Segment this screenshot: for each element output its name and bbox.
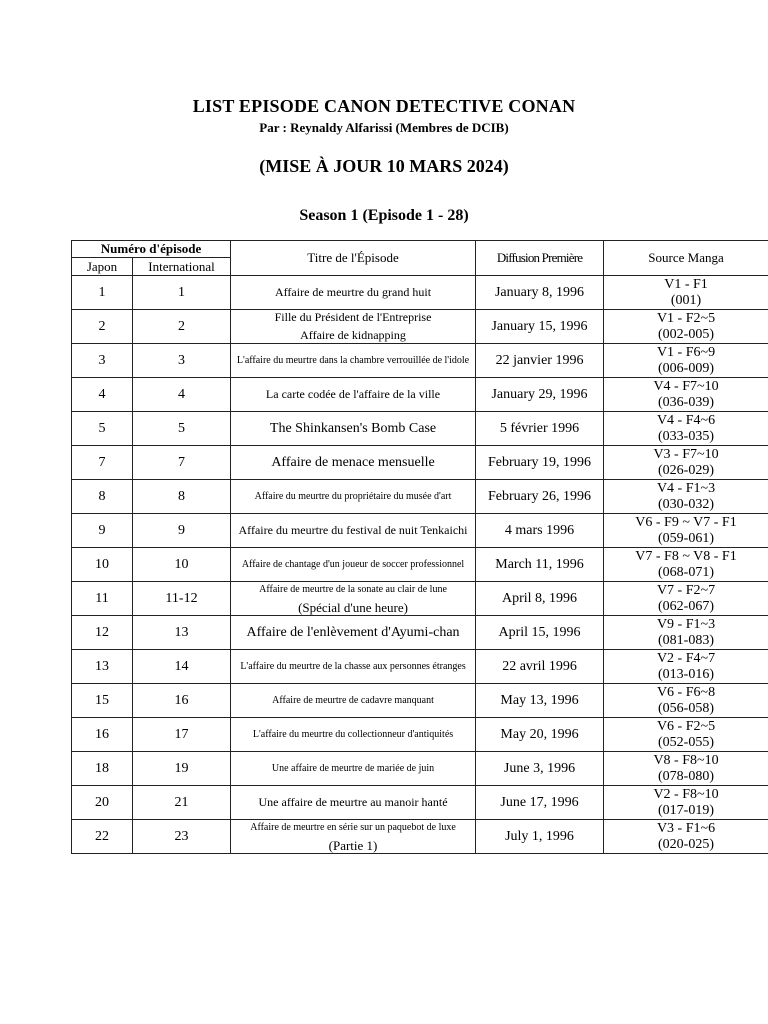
table-row	[72, 514, 768, 548]
header-title: Titre de l'Épisode	[231, 241, 476, 276]
episode-japan-number: 11	[72, 582, 133, 616]
source-file-range: (036-039)	[658, 394, 715, 410]
source-file-range: (001)	[670, 292, 702, 308]
episode-title-cell	[231, 378, 476, 412]
header-episode-number: Numéro d'épisode	[72, 241, 231, 258]
episode-title-cell	[231, 582, 476, 616]
episode-japan-number: 2	[72, 310, 133, 344]
episode-title-cell	[231, 820, 476, 854]
episode-title: La carte codée de l'affaire de la ville	[265, 387, 441, 401]
table-row	[72, 548, 768, 582]
episode-source-cell	[604, 276, 768, 310]
episode-title-cell	[231, 718, 476, 752]
document-title: LIST EPISODE CANON DETECTIVE CONAN	[192, 96, 576, 116]
episode-title-cell	[231, 786, 476, 820]
table-row	[72, 786, 768, 820]
episode-japan-number: 8	[72, 480, 133, 514]
episode-table-body	[72, 276, 768, 854]
episode-international-number: 9	[133, 514, 231, 548]
table-row	[72, 480, 768, 514]
episode-source-cell	[604, 344, 768, 378]
episode-japan-number: 5	[72, 412, 133, 446]
episode-premiere-date: 5 février 1996	[476, 412, 604, 446]
table-row	[72, 582, 768, 616]
table-row	[72, 616, 768, 650]
source-file-range: (006-009)	[658, 360, 715, 376]
episode-title: Fille du Président de l'Entreprise	[274, 310, 432, 324]
episode-title: Affaire de l'enlèvement d'Ayumi-chan	[246, 625, 460, 640]
episode-title: Affaire du meurtre du festival de nuit Tenkaichi	[238, 523, 468, 537]
episode-title-cell	[231, 514, 476, 548]
source-volume-chapter: V1 - F6~9	[656, 344, 716, 360]
episode-international-number: 7	[133, 446, 231, 480]
source-file-range: (013-016)	[658, 666, 715, 682]
episode-premiere-date: July 1, 1996	[476, 820, 604, 854]
episode-international-number: 3	[133, 344, 231, 378]
source-volume-chapter: V9 - F1~3	[656, 616, 716, 632]
episode-premiere-date: 4 mars 1996	[476, 514, 604, 548]
source-volume-chapter: V1 - F1	[664, 276, 708, 292]
episode-title: Affaire de chantage d'un joueur de soccer professionnel	[241, 559, 465, 570]
episode-title-cell	[231, 446, 476, 480]
episode-title: Une affaire de meurtre au manoir hanté	[258, 795, 448, 809]
source-volume-chapter: V1 - F2~5	[656, 310, 716, 326]
update-date: (MISE À JOUR 10 MARS 2024)	[259, 156, 509, 176]
episode-title: Affaire de meurtre en série sur un paquebot de luxe	[250, 822, 456, 833]
episode-source-cell	[604, 378, 768, 412]
episode-japan-number: 13	[72, 650, 133, 684]
table-row	[72, 446, 768, 480]
table-row	[72, 310, 768, 344]
episode-premiere-date: April 15, 1996	[476, 616, 604, 650]
source-file-range: (017-019)	[658, 802, 715, 818]
source-file-range: (081-083)	[658, 632, 715, 648]
header-international: International	[133, 258, 231, 276]
episode-source-cell	[604, 786, 768, 820]
source-volume-chapter: V4 - F7~10	[653, 378, 719, 394]
episode-table	[71, 240, 768, 854]
episode-title-line2: Affaire de kidnapping	[300, 328, 406, 342]
episode-international-number: 5	[133, 412, 231, 446]
episode-title: The Shinkansen's Bomb Case	[269, 421, 437, 436]
episode-source-cell	[604, 514, 768, 548]
source-file-range: (068-071)	[658, 564, 715, 580]
source-file-range: (062-067)	[658, 598, 715, 614]
table-row	[72, 820, 768, 854]
table-row	[72, 650, 768, 684]
source-volume-chapter: V2 - F4~7	[656, 650, 716, 666]
episode-title-cell	[231, 310, 476, 344]
episode-japan-number: 4	[72, 378, 133, 412]
episode-title-cell	[231, 684, 476, 718]
episode-japan-number: 9	[72, 514, 133, 548]
source-volume-chapter: V6 - F2~5	[656, 718, 716, 734]
source-volume-chapter: V7 - F2~7	[656, 582, 716, 598]
source-file-range: (052-055)	[658, 734, 715, 750]
episode-title: Affaire de meurtre du grand huit	[274, 285, 432, 299]
episode-title-line2: (Spécial d'une heure)	[298, 600, 408, 615]
table-row	[72, 412, 768, 446]
episode-premiere-date: March 11, 1996	[476, 548, 604, 582]
episode-source-cell	[604, 718, 768, 752]
episode-international-number: 8	[133, 480, 231, 514]
episode-japan-number: 16	[72, 718, 133, 752]
episode-title: Affaire du meurtre du propriétaire du musée d'art	[254, 491, 452, 502]
episode-title-cell	[231, 344, 476, 378]
episode-japan-number: 18	[72, 752, 133, 786]
episode-international-number: 17	[133, 718, 231, 752]
episode-international-number: 16	[133, 684, 231, 718]
source-file-range: (020-025)	[658, 836, 715, 852]
episode-japan-number: 15	[72, 684, 133, 718]
episode-international-number: 13	[133, 616, 231, 650]
source-file-range: (026-029)	[658, 462, 715, 478]
episode-source-cell	[604, 582, 768, 616]
episode-source-cell	[604, 412, 768, 446]
header-japan: Japon	[72, 258, 133, 276]
episode-international-number: 23	[133, 820, 231, 854]
episode-japan-number: 20	[72, 786, 133, 820]
episode-title: L'affaire du meurtre dans la chambre verrouillée de l'idole	[236, 355, 470, 366]
episode-title-cell	[231, 616, 476, 650]
episode-premiere-date: February 19, 1996	[476, 446, 604, 480]
source-volume-chapter: V2 - F8~10	[653, 786, 719, 802]
source-volume-chapter: V6 - F9 ~ V7 - F1	[635, 514, 737, 530]
source-file-range: (078-080)	[658, 768, 715, 784]
source-volume-chapter: V3 - F7~10	[653, 446, 719, 462]
source-volume-chapter: V6 - F6~8	[656, 684, 716, 700]
source-volume-chapter: V8 - F8~10	[653, 752, 719, 768]
document-author: Par : Reynaldy Alfarissi (Membres de DCIB)	[259, 120, 509, 135]
source-file-range: (059-061)	[658, 530, 715, 546]
episode-international-number: 21	[133, 786, 231, 820]
episode-source-cell	[604, 820, 768, 854]
episode-source-cell	[604, 480, 768, 514]
episode-title-cell	[231, 650, 476, 684]
episode-premiere-date: February 26, 1996	[476, 480, 604, 514]
source-file-range: (030-032)	[658, 496, 715, 512]
episode-source-cell	[604, 548, 768, 582]
episode-source-cell	[604, 684, 768, 718]
table-row	[72, 684, 768, 718]
episode-international-number: 2	[133, 310, 231, 344]
episode-title-cell	[231, 548, 476, 582]
episode-title-cell	[231, 480, 476, 514]
episode-japan-number: 1	[72, 276, 133, 310]
episode-premiere-date: June 3, 1996	[476, 752, 604, 786]
table-row	[72, 718, 768, 752]
episode-international-number: 14	[133, 650, 231, 684]
episode-title: L'affaire du meurtre de la chasse aux personnes étranges	[240, 661, 466, 672]
episode-japan-number: 12	[72, 616, 133, 650]
episode-source-cell	[604, 310, 768, 344]
episode-japan-number: 7	[72, 446, 133, 480]
episode-international-number: 1	[133, 276, 231, 310]
source-volume-chapter: V4 - F1~3	[656, 480, 716, 496]
episode-title-line2: (Partie 1)	[328, 838, 378, 853]
episode-international-number: 4	[133, 378, 231, 412]
episode-premiere-date: January 8, 1996	[476, 276, 604, 310]
source-file-range: (033-035)	[658, 428, 715, 444]
episode-source-cell	[604, 616, 768, 650]
header-source: Source Manga	[604, 241, 768, 276]
episode-title-cell	[231, 412, 476, 446]
episode-premiere-date: June 17, 1996	[476, 786, 604, 820]
source-volume-chapter: V4 - F4~6	[656, 412, 716, 428]
source-volume-chapter: V3 - F1~6	[656, 820, 716, 836]
episode-international-number: 19	[133, 752, 231, 786]
episode-premiere-date: May 13, 1996	[476, 684, 604, 718]
header-premiere: Diffusion Première	[476, 241, 604, 276]
episode-title-cell	[231, 276, 476, 310]
episode-title: Affaire de menace mensuelle	[271, 455, 435, 470]
episode-premiere-date: 22 avril 1996	[476, 650, 604, 684]
episode-international-number: 10	[133, 548, 231, 582]
episode-japan-number: 3	[72, 344, 133, 378]
episode-title: Affaire de meurtre de cadavre manquant	[272, 695, 434, 706]
episode-premiere-date: January 29, 1996	[476, 378, 604, 412]
source-file-range: (056-058)	[658, 700, 715, 716]
episode-japan-number: 10	[72, 548, 133, 582]
episode-source-cell	[604, 446, 768, 480]
season-heading: Season 1 (Episode 1 - 28)	[299, 207, 469, 224]
source-volume-chapter: V7 - F8 ~ V8 - F1	[635, 548, 737, 564]
table-row	[72, 344, 768, 378]
episode-source-cell	[604, 650, 768, 684]
episode-source-cell	[604, 752, 768, 786]
table-row	[72, 378, 768, 412]
episode-premiere-date: January 15, 1996	[476, 310, 604, 344]
episode-title: Une affaire de meurtre de mariée de juin	[271, 763, 435, 774]
episode-premiere-date: 22 janvier 1996	[476, 344, 604, 378]
episode-title: L'affaire du meurtre du collectionneur d'antiquités	[252, 729, 454, 740]
table-row	[72, 752, 768, 786]
episode-title-cell	[231, 752, 476, 786]
source-file-range: (002-005)	[658, 326, 715, 342]
episode-international-number: 11-12	[133, 582, 231, 616]
episode-japan-number: 22	[72, 820, 133, 854]
episode-title: Affaire de meurtre de la sonate au clair de lune	[259, 584, 447, 595]
table-row	[72, 276, 768, 310]
episode-premiere-date: April 8, 1996	[476, 582, 604, 616]
episode-premiere-date: May 20, 1996	[476, 718, 604, 752]
